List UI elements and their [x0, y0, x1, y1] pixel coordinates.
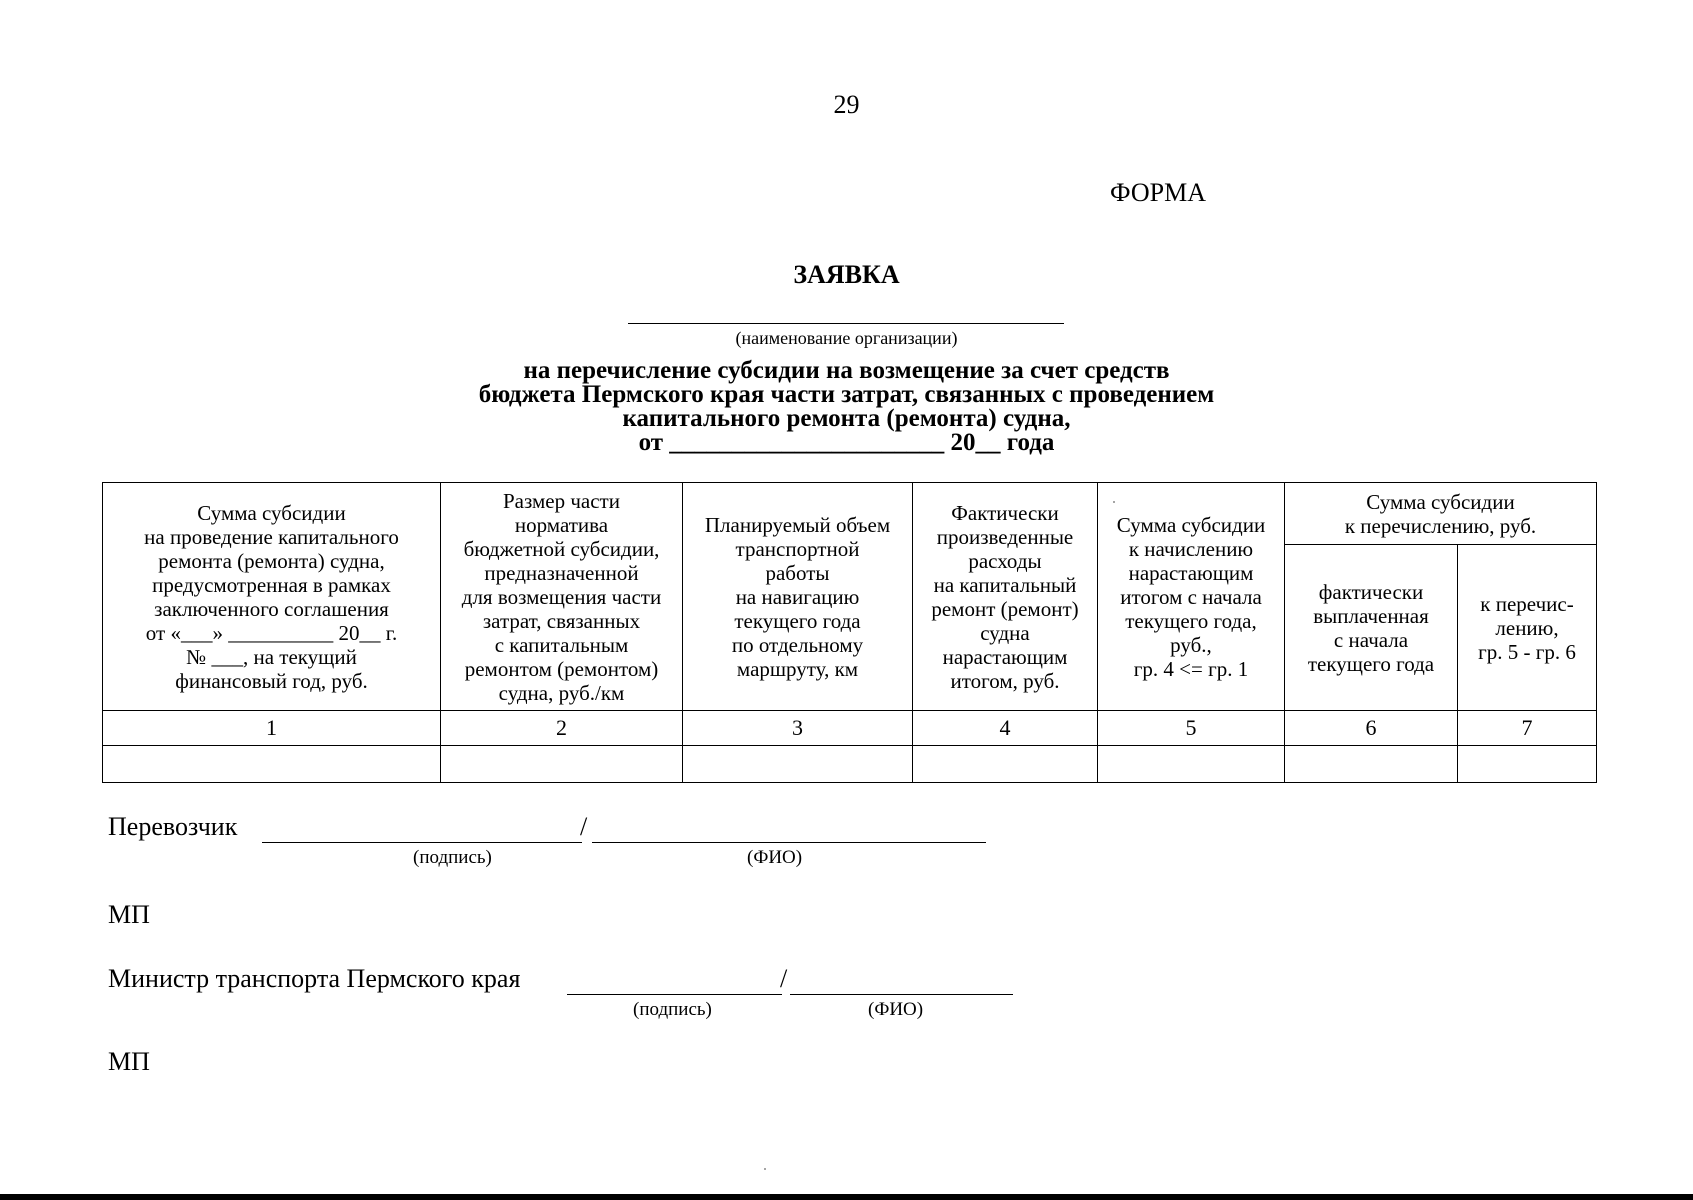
table-cell[interactable]: [1458, 746, 1597, 783]
subtitle-date-line: от ______________________ 20__ года: [638, 429, 1055, 456]
scan-speck: [764, 1168, 766, 1170]
document-subtitle: [0, 359, 1693, 455]
table-cell[interactable]: [683, 746, 913, 783]
header-actually-paid: фактически выплаченная с начала текущего года: [1285, 545, 1458, 711]
header-subsidy-to-transfer-group: Сумма субсидии к перечислению, руб.: [1285, 483, 1597, 545]
header-actual-repair-expenses: Фактически произведенные расходы на капитальный ремонт (ремонт) судна нарастающим итогом, руб.: [913, 483, 1098, 711]
header-to-transfer: к перечис- лению, гр. 5 - гр. 6: [1458, 545, 1597, 711]
minister-label: Министр транспорта Пермского края: [108, 964, 521, 993]
carrier-name-caption: (ФИО): [747, 847, 803, 868]
table-cell[interactable]: [913, 746, 1098, 783]
column-number: 4: [913, 711, 1098, 746]
table-cell[interactable]: [1098, 746, 1285, 783]
carrier-separator: /: [580, 812, 588, 841]
document-title: ЗАЯВКА: [793, 260, 900, 289]
form-label: ФОРМА: [1110, 178, 1206, 207]
page-number: 29: [833, 90, 860, 119]
scan-speck: [1113, 501, 1115, 503]
organization-name-line: [628, 323, 1064, 324]
minister-signature-caption: (подпись): [633, 999, 712, 1020]
header-subsidy-to-accrue: Сумма субсидии к начислению нарастающим итогом с начала текущего года, руб., гр. 4 <= гр. 1: [1098, 483, 1285, 711]
carrier-signature-caption: (подпись): [413, 847, 492, 868]
column-number: 5: [1098, 711, 1285, 746]
column-number: 2: [441, 711, 683, 746]
header-subsidy-sum-agreement: Сумма субсидии на проведение капитального ремонта (ремонта) судна, предусмотренная в рамках заключенного соглашения от «___» __________ 20__ г. № ___, на текущий финансовый год, руб.: [103, 483, 441, 711]
column-number: 6: [1285, 711, 1458, 746]
table-row: [103, 746, 1597, 783]
header-planned-transport-volume: Планируемый объем транспортной работы на навигацию текущего года по отдельному маршруту, км: [683, 483, 913, 711]
minister-name-line[interactable]: [790, 994, 1013, 995]
column-number: 7: [1458, 711, 1597, 746]
column-number: 1: [103, 711, 441, 746]
application-table: [102, 482, 1597, 783]
subtitle-line: бюджета Пермского края части затрат, связанных с проведением: [478, 381, 1215, 408]
scan-edge-bar: [0, 1194, 1693, 1200]
column-number: 3: [683, 711, 913, 746]
minister-separator: /: [780, 964, 788, 993]
table-cell[interactable]: [441, 746, 683, 783]
carrier-signature-line[interactable]: [262, 842, 582, 843]
table-cell[interactable]: [1285, 746, 1458, 783]
table-cell[interactable]: [103, 746, 441, 783]
minister-name-caption: (ФИО): [868, 999, 924, 1020]
subtitle-line: на перечисление субсидии на возмещение за счет средств: [523, 357, 1170, 384]
header-norm-part-size: Размер части норматива бюджетной субсидии, предназначенной для возмещения части затрат, связанных с капитальным ремонтом (ремонтом) судна, руб./км: [441, 483, 683, 711]
stamp-place-label: МП: [108, 1047, 150, 1076]
stamp-place-label: МП: [108, 900, 150, 929]
carrier-label: Перевозчик: [108, 812, 238, 841]
minister-signature-line[interactable]: [567, 994, 782, 995]
subtitle-line: капитального ремонта (ремонта) судна,: [622, 405, 1071, 432]
organization-caption: (наименование организации): [735, 328, 958, 348]
column-number-row: [103, 711, 1597, 746]
carrier-name-line[interactable]: [592, 842, 986, 843]
